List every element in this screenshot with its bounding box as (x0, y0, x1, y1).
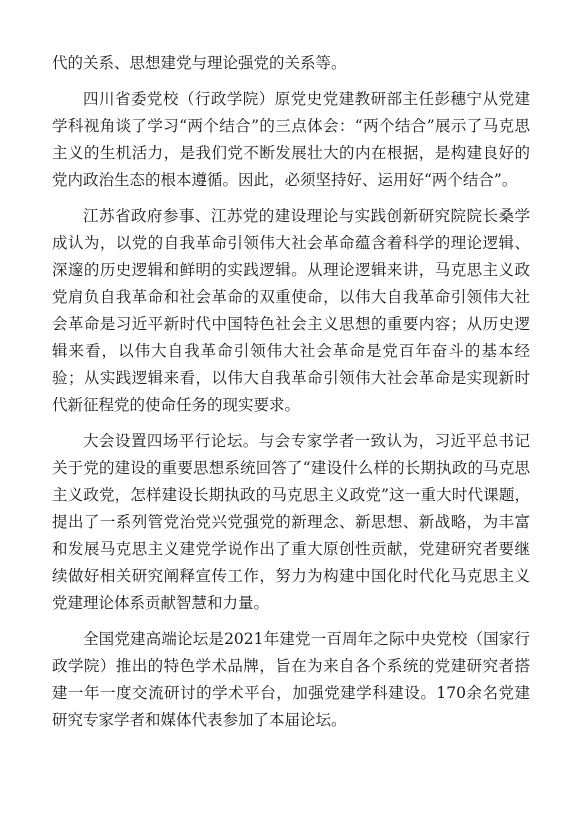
paragraph-continuation: 代的关系、思想建党与理论强党的关系等。 (52, 54, 347, 72)
paragraph-sang-xuecheng: 江苏省政府参事、江苏党的建设理论与实践创新研究院院长桑学成认为，以党的自我革命引领伟大社会革命蕴含着科学的理论逻辑、深邃的历史逻辑和鲜明的实践逻辑。从理论逻辑来讲，马克思主义政党肩负自我革命和社会革命的双重使命，以伟大自我革命引领伟大社会革命是习近平新时代中国特色社会主义思想的重要内容；从历史逻辑来看，以伟大自我革命引领伟大社会革命是党百年奋斗的基本经验；从实践逻辑来看，以伟大自我革命引领伟大社会革命是实现新时代新征程党的使命任务的现实要求。 (52, 207, 530, 414)
paragraph-peng-suining: 四川省委党校（行政学院）原党史党建教研部主任彭穗宁从党建学科视角谈了学习“两个结合”的三点体会：“两个结合”展示了马克思主义的生机活力，是我们党不断发展壮大的内在根据，是构建良好的党内政治生态的根本遵循。因此，必须坚持好、运用好“两个结合”。 (52, 90, 530, 189)
paragraph-parallel-forums: 大会设置四场平行论坛。与会专家学者一致认为，习近平总书记关于党的建设的重要思想系统回答了“建设什么样的长期执政的马克思主义政党，怎样建设长期执政的马克思主义政党”这一重大时代课题，提出了一系列管党治党兴党强党的新理念、新思想、新战略，为丰富和发展马克思主义建党学说作出了重大原创性贡献，党建研究者要继续做好相关研究阐释宣传工作，努力为构建中国化时代化马克思主义党建理论体系贡献智慧和力量。 (52, 432, 530, 612)
paragraph-forum-summary: 全国党建高端论坛是2021年建党一百周年之际中央党校（国家行政学院）推出的特色学术品牌，旨在为来自各个系统的党建研究者搭建一年一度交流研讨的学术平台，加强党建学科建设。170余名党建研究专家学者和媒体代表参加了本届论坛。 (52, 630, 530, 729)
document-page (52, 50, 530, 743)
